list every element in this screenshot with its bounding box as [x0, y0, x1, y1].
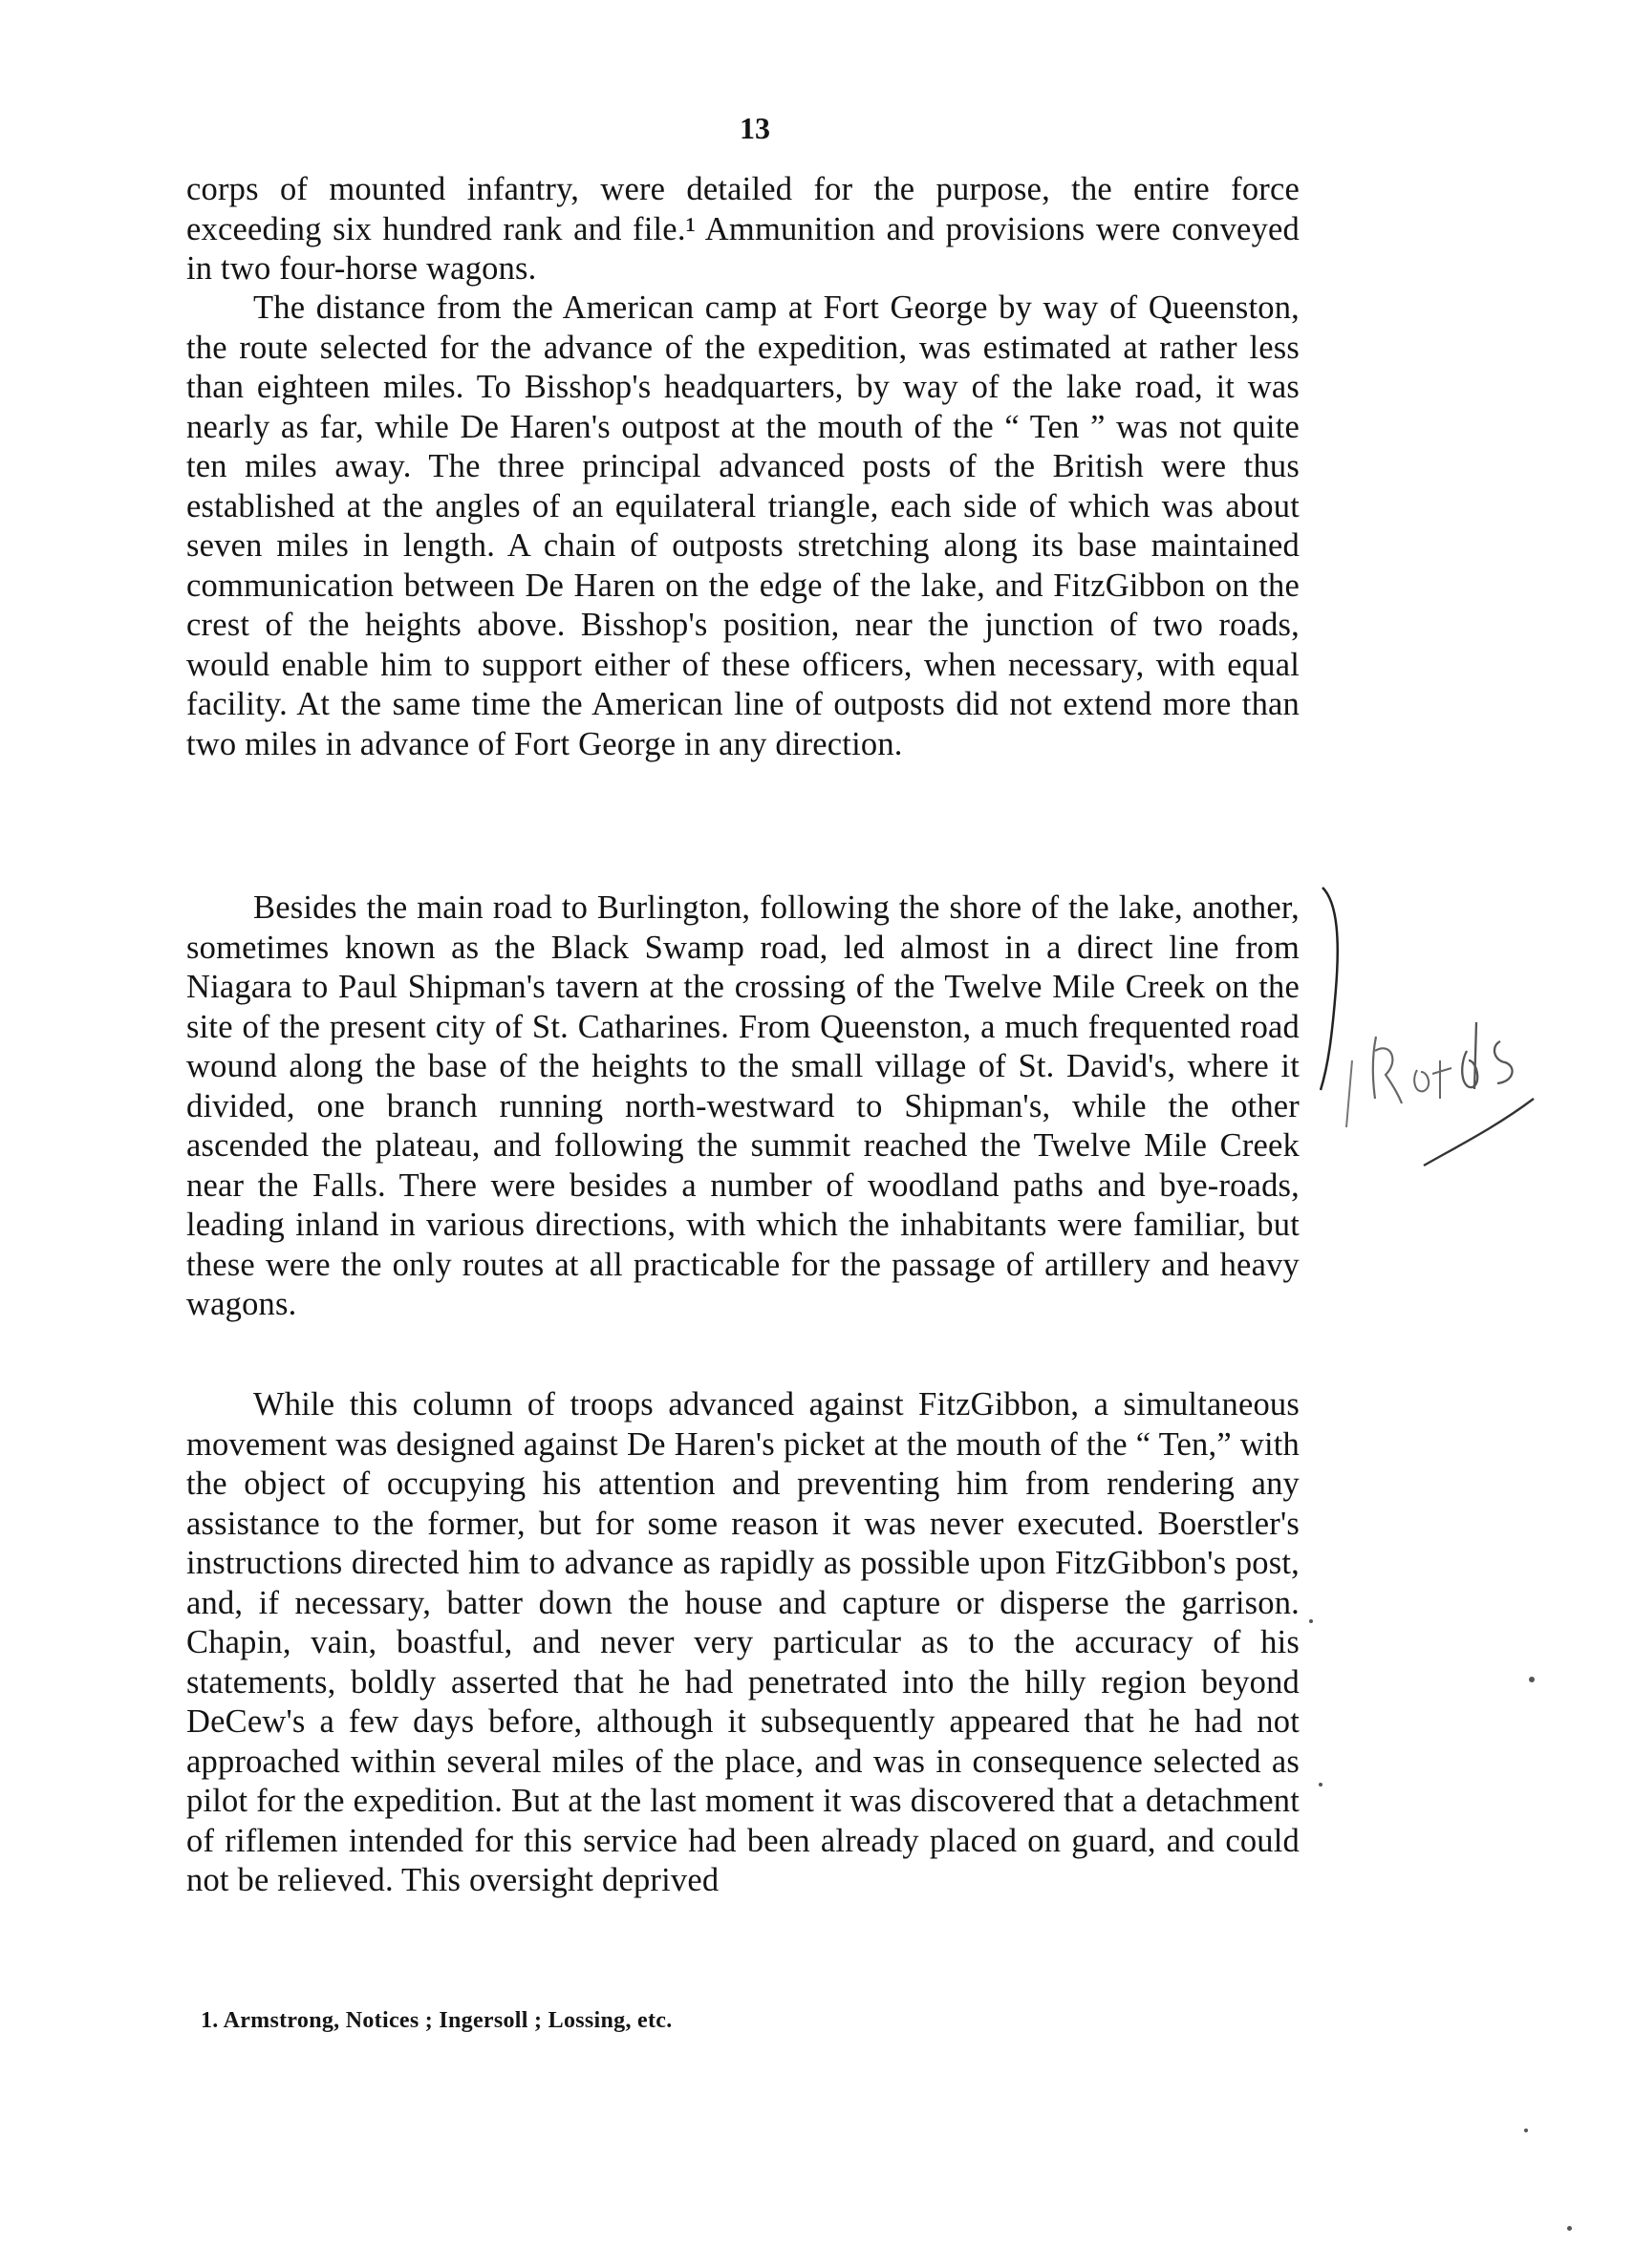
paragraph-1	[186, 170, 1300, 289]
speck-mark	[1309, 1619, 1313, 1623]
paragraph-2	[186, 289, 1300, 764]
speck-mark	[1319, 1783, 1322, 1787]
speck-mark	[1529, 1677, 1535, 1682]
speck-mark	[1567, 2226, 1572, 2231]
paragraph-text: Besides the main road to Burlington, following the shore of the lake, another, sometimes known as the Black Swamp road, led almost in a direct line from Niagara to Paul Shipman's tavern at the crossing of the Twelve Mile Creek on the site of the present city of St. Catharines. From Queenston, a much frequented road wound along the base of the heights to the small village of St. David's, where it divided, one branch running north-westward to Shipman's, while the other ascended the plateau, and following the summit reached the Twelve Mile Creek near the Falls. There were besides a number of woodland paths and bye-roads, leading inland in various directions, with which the inhabitants were familiar, but these were the only routes at all practicable for the passage of artillery and heavy wagons.	[186, 889, 1300, 1322]
paragraph-text: The distance from the American camp at Fort George by way of Queenston, the route selected for the advance of the expedition, was estimated at rather less than eighteen miles. To Bisshop's headquarters, by way of the lake road, it was nearly as far, while De Haren's outpost at the mouth of the “ Ten ” was not quite ten miles away. The three principal advanced posts of the British were thus established at the angles of an equilateral triangle, each side of which was about seven miles in length. A chain of outposts stretching along its base maintained communication between De Haren on the edge of the lake, and FitzGibbon on the crest of the heights above. Bisshop's position, near the junction of two roads, would enable him to support either of these officers, when necessary, with equal facility. At the same time the American line of outposts did not extend more than two miles in advance of Fort George in any direction.	[186, 289, 1300, 762]
footnote: 1. Armstrong, Notices ; Ingersoll ; Lossing, etc.	[201, 2008, 673, 2033]
handwritten-margin-note	[1333, 994, 1553, 1223]
paragraph-3	[186, 888, 1300, 1325]
speck-mark	[1524, 2129, 1528, 2132]
paragraph-text: While this column of troops advanced against FitzGibbon, a simultaneous movement was designed against De Haren's picket at the mouth of the “ Ten,” with the object of occupying his attention and preventing him from rendering any assistance to the former, but for some reason it was never executed. Boerstler's instructions directed him to advance as rapidly as possible upon FitzGibbon's post, and, if necessary, batter down the house and capture or disperse the garrison. Chapin, vain, boastful, and never very particular as to the accuracy of his statements, boldly asserted that he had penetrated into the hilly region beyond DeCew's a few days before, although it subsequently appeared that he had not approached within several miles of the place, and was in consequence selected as pilot for the expedition. But at the last moment it was discovered that a detachment of riflemen intended for this service had been already placed on guard, and could not be relieved. This oversight deprived	[186, 1386, 1300, 1898]
paragraph-4	[186, 1385, 1300, 1901]
paragraph-text: corps of mounted infantry, were detailed for the purpose, the entire force exceeding six hundred rank and file.¹ Ammunition and provisions were conveyed in two four-horse wagons.	[186, 171, 1300, 287]
page-number: 13	[740, 111, 770, 145]
